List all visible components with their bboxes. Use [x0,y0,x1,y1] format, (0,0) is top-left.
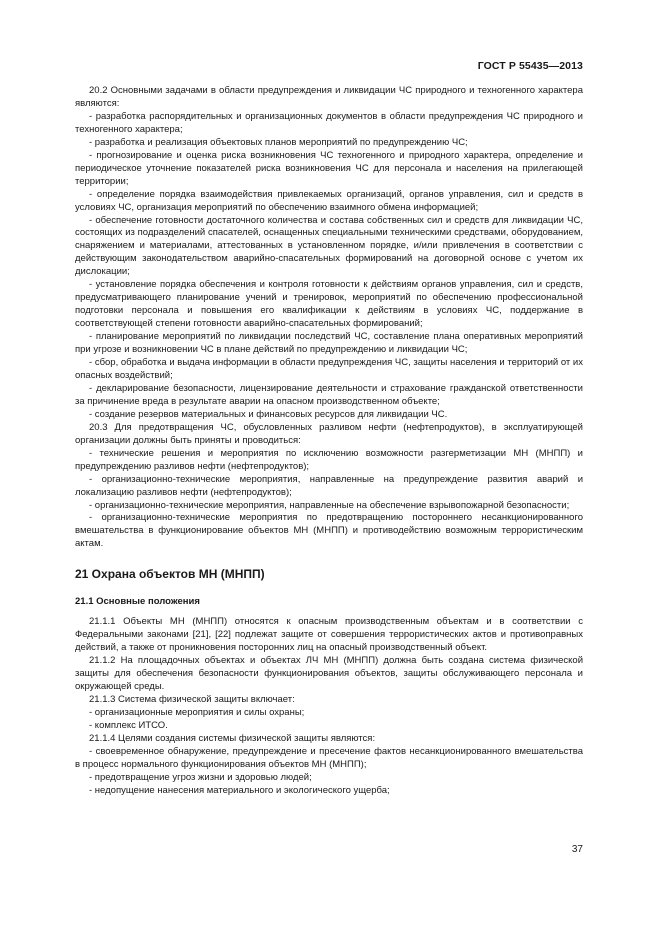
list-item: - установление порядка обеспечения и контроля готовности к действиям органов управления, сил и средств, предусматривающего планирование учений и тренировок, мероприятий по обеспечению профессиональной подготовки персонала и повышения его квалификации к действиям в условиях ЧС, поддержание в соответствующей степени готовности аварийно-спасательных формирований; [75,279,583,330]
list-item: - разработка распорядительных и организационных документов в области предупреждения ЧС природного и техногенного характера; [75,110,583,135]
document-header: ГОСТ Р 55435—2013 [477,60,583,72]
list-item: - разработка и реализация объектовых планов мероприятий по предупреждению ЧС; [89,136,468,148]
section-21-paragraphs [75,616,583,797]
list-item: 21.1.1 Объекты МН (МНПП) относятся к опасным производственным объектам и в соответствии с Федеральными законами [21], [22] подлежат защите от совершения террористических актов и противоправных действий, а также от проникновения посторонних лиц на опасный производственный объект. [75,616,583,654]
list-item: - технические решения и мероприятия по исключению возможности разгерметизации МН (МНПП) и предупреждению разливов нефти (нефтепродуктов); [75,447,583,472]
list-item: 21.1.3 Система физической защиты включает: [89,694,295,706]
section-21-1-heading: 21.1 Основные положения [75,596,200,608]
list-item: - организационные мероприятия и силы охраны; [89,706,305,718]
list-item: - обеспечение готовности достаточного количества и состава собственных сил и средств для ликвидации ЧС, состоящих из подразделений спасателей, оснащенных специальными техническими средствами, оборудованием, снаряжением и материалами, аттестованных в установленном порядке, и/или привлечения в соответствии с действующим законодательством аварийно-спасательных формирований на договорной основе с учетом их дислокации; [75,214,583,278]
list-item: - определение порядка взаимодействия привлекаемых организаций, органов управления, сил и средств в условиях ЧС, организация мероприятий по обеспечению взаимного обмена информацией; [75,188,583,213]
list-item: 21.1.4 Целями создания системы физической защиты являются: [89,732,376,744]
list-item: - организационно-технические мероприятия по предотвращению постороннего несанкционированного вмешательства в функционирование объектов МН (МНПП) и противодействию возможным террористическим актам. [75,512,583,550]
list-20-3 [75,448,583,552]
list-20-2 [75,111,583,422]
list-item: - предотвращение угроз жизни и здоровью людей; [89,771,312,783]
list-item: - организационно-технические мероприятия, направленные на обеспечение взрывопожарной безопасности; [89,499,570,511]
paragraph-20-2: 20.2 Основными задачами в области предупреждения и ликвидации ЧС природного и техногенного характера являются: [75,85,583,109]
list-item: - создание резервов материальных и финансовых ресурсов для ликвидации ЧС. [89,408,448,420]
list-item: - планирование мероприятий по ликвидации последствий ЧС, составление плана оперативных мероприятий при угрозе и возникновении ЧС в плане действий по предупреждению и ликвидации ЧС; [75,331,583,356]
list-item: - прогнозирование и оценка риска возникновения ЧС техногенного и природного характера, определение и периодическое уточнение показателей риска возникновения ЧС для персонала и населения на прилегающей территории; [75,149,583,187]
list-item: - декларирование безопасности, лицензирование деятельности и страхование гражданской ответственности за причинение вреда в результате аварии на опасном производственном объекте; [75,382,583,407]
list-item: 21.1.2 На площадочных объектах и объектах ЛЧ МН (МНПП) должна быть создана система физической защиты для обеспечения безопасности функционирования объектов, защиты обслуживающего персонала и окружающей среды. [75,655,583,693]
page-number: 37 [571,844,583,855]
list-item: - организационно-технические мероприятия, направленные на предупреждение развития аварий и локализацию разливов нефти (нефтепродуктов); [75,473,583,498]
list-item: - сбор, обработка и выдача информации в области предупреждения ЧС, защиты населения и территорий от их опасных воздействий; [75,357,583,381]
section-21-heading: 21 Охрана объектов МН (МНПП) [75,567,265,582]
paragraph-20-3: 20.3 Для предотвращения ЧС, обусловленных разливом нефти (нефтепродуктов), в эксплуатирующей организации должны быть приняты и проводиться: [75,421,583,446]
document-body [75,85,583,798]
list-item: - своевременное обнаружение, предупреждение и пресечение фактов несанкционированного вмешательства в процесс нормального функционирования объектов МН (МНПП); [75,745,583,770]
list-item: - недопущение нанесения материального и экологического ущерба; [89,784,390,796]
list-item: - комплекс ИТСО. [89,719,168,731]
